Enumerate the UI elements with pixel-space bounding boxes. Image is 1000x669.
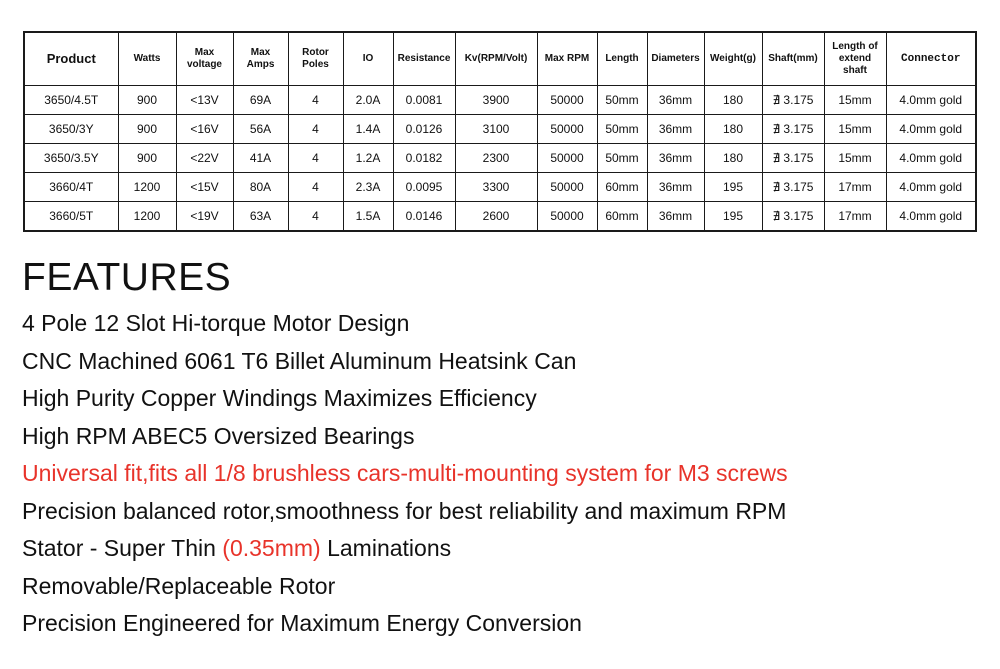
cell-max-voltage: <15V	[176, 173, 233, 202]
feature-item: Precision Engineered for Maximum Energy Conversion	[22, 610, 582, 636]
cell-weight: 180	[704, 144, 762, 173]
header-max-voltage-line2: voltage	[186, 59, 222, 70]
header-kv: Kv(RPM/Volt)	[455, 32, 537, 86]
cell-kv: 3100	[455, 115, 537, 144]
cell-weight: 180	[704, 115, 762, 144]
cell-resistance: 0.0146	[393, 202, 455, 232]
cell-rotor-poles: 4	[288, 173, 343, 202]
cell-max-rpm: 50000	[537, 144, 597, 173]
cell-extend-shaft: 15mm	[824, 86, 886, 115]
header-product: Product	[24, 32, 118, 86]
cell-resistance: 0.0081	[393, 86, 455, 115]
feature-item: Removable/Replaceable Rotor	[22, 572, 336, 599]
feature-item-highlighted: Universal fit,fits all 1/8 brushless cars-multi-mounting system for M3 screws	[22, 460, 788, 486]
feature-item: High Purity Copper Windings Maximizes Efficiency	[22, 385, 537, 411]
cell-diameters: 36mm	[647, 115, 704, 144]
cell-extend-shaft: 15mm	[824, 144, 886, 173]
cell-max-voltage: <19V	[176, 202, 233, 232]
table-header-row	[24, 32, 976, 86]
cell-max-amps: 56A	[233, 115, 288, 144]
cell-weight: 195	[704, 173, 762, 202]
header-rotor-poles-line1: Rotor	[302, 47, 329, 58]
header-max-amps-line2: Amps	[246, 59, 275, 70]
cell-resistance: 0.0182	[393, 144, 455, 173]
cell-io: 2.3A	[343, 173, 393, 202]
feature-text-highlight: (0.35mm)	[222, 535, 321, 561]
cell-extend-shaft: 17mm	[824, 202, 886, 232]
cell-rotor-poles: 4	[288, 202, 343, 232]
cell-max-amps: 69A	[233, 86, 288, 115]
header-connector: Connector	[886, 32, 976, 86]
feature-item: High RPM ABEC5 Oversized Bearings	[22, 422, 415, 449]
cell-max-amps: 80A	[233, 173, 288, 202]
header-resistance: Resistance	[393, 32, 455, 86]
cell-watts: 1200	[118, 202, 176, 232]
cell-max-rpm: 50000	[537, 202, 597, 232]
cell-diameters: 36mm	[647, 144, 704, 173]
features-heading: FEATURES	[22, 256, 232, 299]
cell-product: 3650/4.5T	[24, 86, 118, 115]
cell-product: 3660/5T	[24, 202, 118, 232]
header-rotor-poles-line2: Poles	[302, 59, 329, 70]
cell-max-amps: 63A	[233, 202, 288, 232]
cell-rotor-poles: 4	[288, 86, 343, 115]
cell-length: 60mm	[597, 202, 647, 232]
header-weight: Weight(g)	[704, 32, 762, 86]
cell-shaft: ∄ 3.175	[762, 144, 824, 173]
cell-watts: 1200	[118, 173, 176, 202]
feature-item: 4 Pole 12 Slot Hi-torque Motor Design	[22, 310, 410, 336]
cell-weight: 195	[704, 202, 762, 232]
header-max-rpm: Max RPM	[537, 32, 597, 86]
cell-product: 3650/3Y	[24, 115, 118, 144]
header-max-amps	[233, 32, 288, 86]
cell-kv: 2600	[455, 202, 537, 232]
cell-io: 1.2A	[343, 144, 393, 173]
cell-max-voltage: <16V	[176, 115, 233, 144]
header-length: Length	[597, 32, 647, 86]
cell-resistance: 0.0126	[393, 115, 455, 144]
feature-item: CNC Machined 6061 T6 Billet Aluminum Heatsink Can	[22, 347, 577, 374]
cell-watts: 900	[118, 86, 176, 115]
cell-kv: 3900	[455, 86, 537, 115]
header-shaft: Shaft(mm)	[762, 32, 824, 86]
header-extend-shaft-line3: shaft	[843, 65, 867, 76]
header-extend-shaft-line2: extend	[838, 53, 872, 64]
cell-io: 2.0A	[343, 86, 393, 115]
table-row	[24, 173, 976, 202]
cell-weight: 180	[704, 86, 762, 115]
header-rotor-poles	[288, 32, 343, 86]
header-max-voltage-line1: Max	[194, 47, 215, 58]
cell-max-voltage: <13V	[176, 86, 233, 115]
cell-shaft: ∄ 3.175	[762, 86, 824, 115]
cell-diameters: 36mm	[647, 202, 704, 232]
cell-kv: 2300	[455, 144, 537, 173]
table-row	[24, 86, 976, 115]
header-extend-shaft-line1: Length of	[832, 41, 878, 52]
cell-product: 3660/4T	[24, 173, 118, 202]
table-row	[24, 202, 976, 232]
cell-max-voltage: <22V	[176, 144, 233, 173]
header-watts: Watts	[118, 32, 176, 86]
cell-watts: 900	[118, 144, 176, 173]
cell-shaft: ∄ 3.175	[762, 115, 824, 144]
header-diameters: Diameters	[647, 32, 704, 86]
features-list	[22, 305, 788, 643]
table-row	[24, 115, 976, 144]
header-extend-shaft	[824, 32, 886, 86]
cell-extend-shaft: 17mm	[824, 173, 886, 202]
cell-extend-shaft: 15mm	[824, 115, 886, 144]
cell-resistance: 0.0095	[393, 173, 455, 202]
cell-io: 1.5A	[343, 202, 393, 232]
cell-shaft: ∄ 3.175	[762, 202, 824, 232]
cell-length: 50mm	[597, 115, 647, 144]
feature-text-pre: Stator - Super Thin	[22, 535, 223, 561]
header-io: IO	[343, 32, 393, 86]
cell-rotor-poles: 4	[288, 115, 343, 144]
cell-length: 50mm	[597, 86, 647, 115]
cell-length: 60mm	[597, 173, 647, 202]
cell-watts: 900	[118, 115, 176, 144]
header-max-amps-line1: Max	[250, 47, 271, 58]
cell-shaft: ∄ 3.175	[762, 173, 824, 202]
cell-connector: 4.0mm gold	[886, 173, 976, 202]
header-max-voltage	[176, 32, 233, 86]
cell-rotor-poles: 4	[288, 144, 343, 173]
feature-item	[22, 530, 788, 568]
cell-max-rpm: 50000	[537, 115, 597, 144]
cell-connector: 4.0mm gold	[886, 144, 976, 173]
table-row	[24, 144, 976, 173]
cell-diameters: 36mm	[647, 173, 704, 202]
feature-text-post: Laminations	[320, 535, 452, 561]
cell-max-rpm: 50000	[537, 86, 597, 115]
cell-kv: 3300	[455, 173, 537, 202]
cell-connector: 4.0mm gold	[886, 115, 976, 144]
cell-max-amps: 41A	[233, 144, 288, 173]
cell-connector: 4.0mm gold	[886, 202, 976, 232]
feature-item: Precision balanced rotor,smoothness for best reliability and maximum RPM	[22, 497, 787, 524]
motor-spec-table	[23, 31, 977, 232]
cell-io: 1.4A	[343, 115, 393, 144]
cell-product: 3650/3.5Y	[24, 144, 118, 173]
cell-max-rpm: 50000	[537, 173, 597, 202]
cell-length: 50mm	[597, 144, 647, 173]
cell-diameters: 36mm	[647, 86, 704, 115]
cell-connector: 4.0mm gold	[886, 86, 976, 115]
